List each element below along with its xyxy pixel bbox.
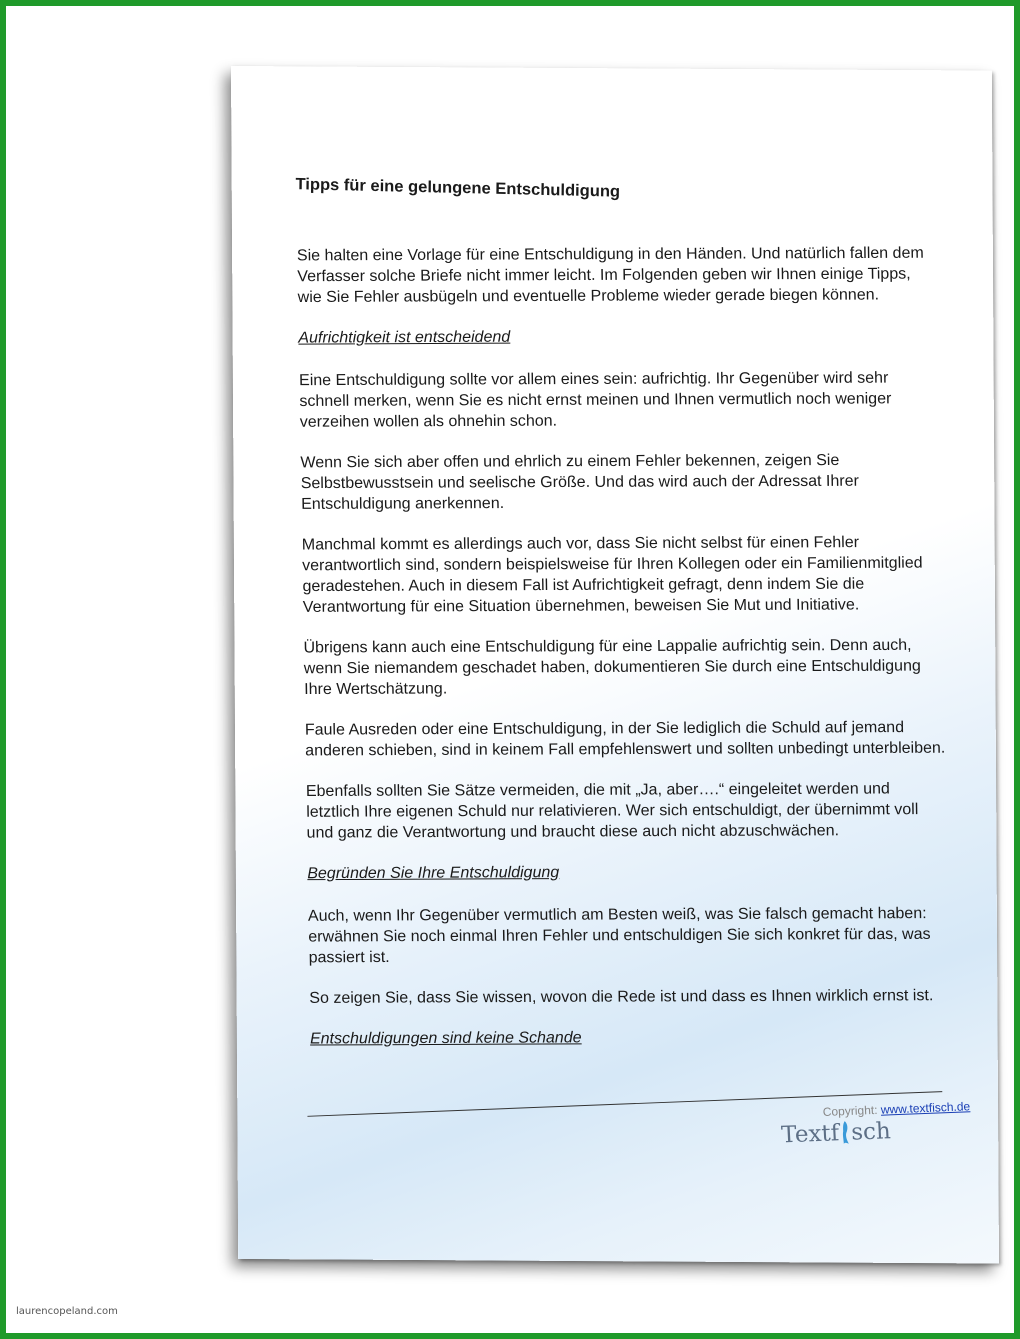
document-title: Tipps für eine gelungene Entschuldigung	[295, 175, 621, 201]
paragraph: Ebenfalls sollten Sie Sätze vermeiden, die mit „Ja, aber….“ eingeleitet werden und letztlich Ihre eigenen Schuld nur relativieren. Wer sich entschuldigt, der übernimmt voll und ganz die Verantwortung und braucht diese auch nicht abzuschwächen.	[305, 780, 919, 842]
document-footer	[780, 1099, 972, 1148]
logo-text-right: sch	[850, 1118, 892, 1146]
paragraph: Wenn Sie sich aber offen und ehrlich zu einem Fehler bekennen, zeigen Sie Selbstbewusstsein und seelische Größe. Und das wird auch der Adressat Ihrer Entschuldigung anerkennen.	[300, 452, 860, 513]
paragraph: So zeigen Sie, dass Sie wissen, wovon die Rede ist und dass es Ihnen wirklich ernst ist.	[309, 987, 934, 1007]
copyright-link[interactable]: www.textfisch.de	[880, 1099, 971, 1117]
section-heading-schande: Entschuldigungen sind keine Schande	[309, 1029, 582, 1048]
section-heading-aufrichtigkeit: Aufrichtigkeit ist entscheidend	[298, 328, 511, 347]
document-content	[295, 175, 951, 1071]
paragraph: Auch, wenn Ihr Gegenüber vermutlich am Besten weiß, was Sie falsch gemacht haben: erwähnen Sie noch einmal Ihren Fehler und entschuldigen Sie sich konkret für das, was passiert ist.	[307, 905, 931, 967]
paragraph: Manchmal kommt es allerdings auch vor, dass Sie nicht selbst für einen Fehler verantwortlich sind, sondern beispielsweise für Ihren Kollegen oder ein Familienmitglied geradestehen. Auch in diesem Fall ist Aufrichtigkeit gefragt, denn indem Sie die Verantwortung für eine Situation übernehmen, beweisen Sie Mut und Initiative.	[301, 534, 923, 616]
fish-icon	[840, 1120, 851, 1146]
section-heading-begruenden: Begründen Sie Ihre Entschuldigung	[307, 864, 560, 883]
document-page	[231, 66, 999, 1264]
paragraph: Eine Entschuldigung sollte vor allem eines sein: aufrichtig. Ihr Gegenüber wird sehr schnell merken, wenn Sie es nicht ernst meinen und Ihnen vermutlich noch weniger verzeihen wollen als ohnehin schon.	[298, 369, 892, 431]
paragraph: Faule Ausreden oder eine Entschuldigung, in der Sie lediglich die Schuld auf jemand anderen schieben, sind in keinem Fall empfehlenswert und sollten unbedingt unterbleiben.	[304, 719, 946, 760]
logo-text-left: Textf	[780, 1120, 840, 1149]
paragraph: Übrigens kann auch eine Entschuldigung für eine Lappalie aufrichtig sein. Denn auch, wenn Sie niemandem geschadet haben, dokumentieren Sie durch eine Entschuldigung Ihre Wertschätzung.	[303, 636, 921, 699]
copyright-label: Copyright:	[822, 1102, 882, 1119]
intro-paragraph: Sie halten eine Vorlage für eine Entschuldigung in den Händen. Und natürlich fallen dem Verfasser solche Briefe nicht immer leicht. Im Folgenden geben wir Ihnen einige Tipps, wie Sie Fehler ausbügeln und eventuelle Probleme wieder gerade biegen können.	[296, 244, 924, 306]
textfisch-logo	[781, 1115, 972, 1148]
watermark-text: laurencopeland.com	[16, 1306, 118, 1317]
